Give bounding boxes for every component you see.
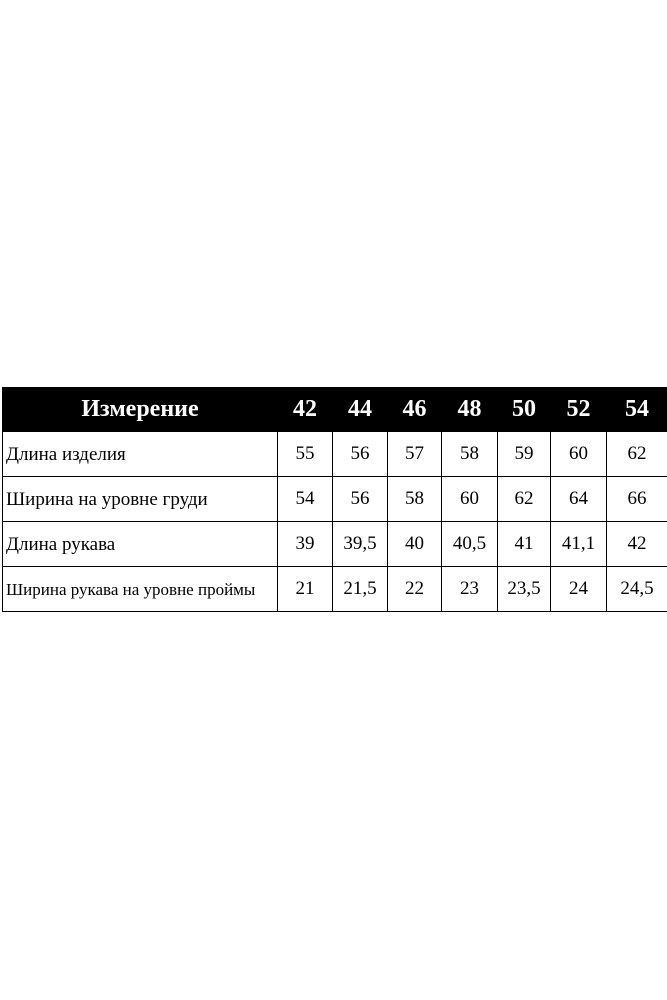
row-label: Длина рукава [3,522,278,567]
header-size-54: 54 [607,388,667,432]
row-label: Ширина на уровне груди [3,477,278,522]
header-size-46: 46 [388,388,442,432]
table-cell: 64 [551,477,607,522]
table-cell: 39,5 [333,522,388,567]
table-cell: 62 [498,477,551,522]
table-row [3,567,667,612]
table-header-row [3,388,667,432]
header-size-50: 50 [498,388,551,432]
table-row [3,522,667,567]
table-cell: 58 [388,477,442,522]
header-size-44: 44 [333,388,388,432]
table-row [3,477,667,522]
header-size-42: 42 [278,388,333,432]
table-cell: 57 [388,432,442,477]
size-chart-table [2,387,667,612]
table-cell: 60 [442,477,498,522]
table-cell: 56 [333,432,388,477]
table-cell: 23,5 [498,567,551,612]
table-cell: 54 [278,477,333,522]
table-cell: 42 [607,522,667,567]
table-row [3,432,667,477]
header-size-48: 48 [442,388,498,432]
table-cell: 66 [607,477,667,522]
table-cell: 58 [442,432,498,477]
table-cell: 40,5 [442,522,498,567]
table-cell: 21 [278,567,333,612]
header-label: Измерение [3,388,278,432]
table-cell: 40 [388,522,442,567]
table-cell: 41 [498,522,551,567]
table-cell: 55 [278,432,333,477]
row-label: Ширина рукава на уровне проймы [3,567,278,612]
row-label: Длина изделия [3,432,278,477]
table-cell: 23 [442,567,498,612]
table-cell: 24,5 [607,567,667,612]
table-cell: 39 [278,522,333,567]
header-size-52: 52 [551,388,607,432]
table-cell: 60 [551,432,607,477]
table-cell: 41,1 [551,522,607,567]
table-cell: 62 [607,432,667,477]
table-cell: 59 [498,432,551,477]
table-cell: 21,5 [333,567,388,612]
table-cell: 24 [551,567,607,612]
table-cell: 22 [388,567,442,612]
table-cell: 56 [333,477,388,522]
